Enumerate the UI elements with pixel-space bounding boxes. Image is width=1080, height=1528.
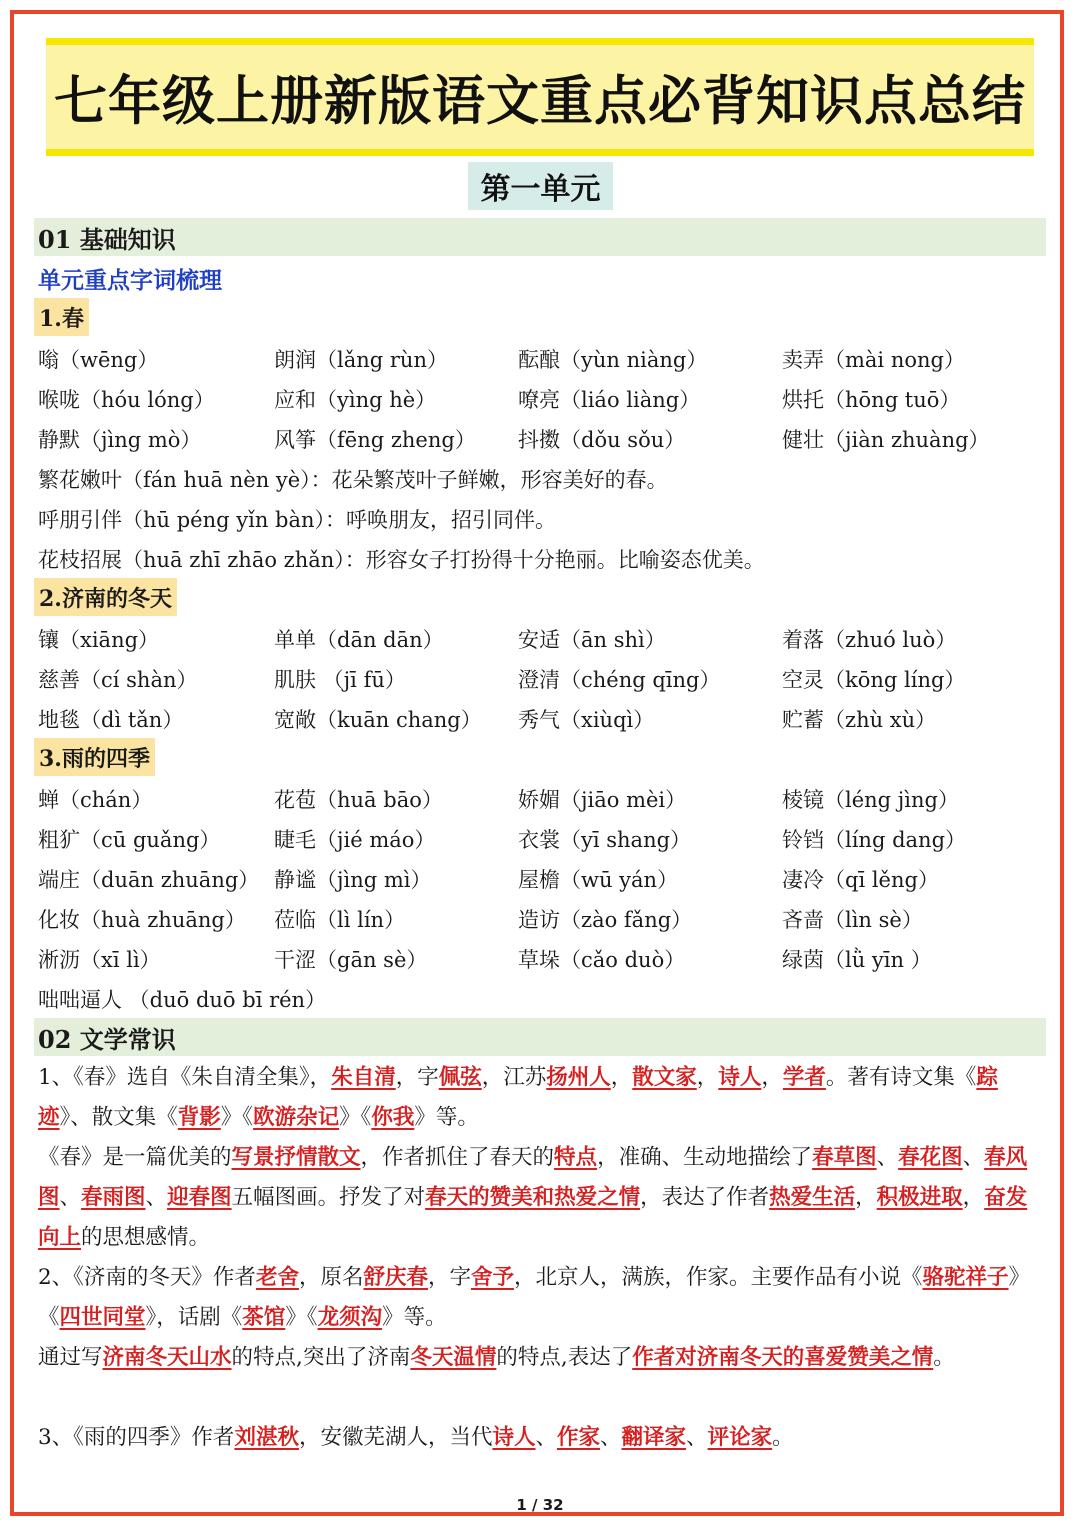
subheading-key-words: 单元重点字词梳理 xyxy=(38,267,222,294)
vocab-item: 卖弄（mài nong） xyxy=(782,348,965,372)
vocab-item: 喉咙（hóu lóng） xyxy=(38,388,215,412)
highlighted-term: 春风图 xyxy=(38,1145,1028,1210)
highlighted-term: 佩弦 xyxy=(438,1065,482,1090)
vocab-item: 凄冷（qī lěng） xyxy=(782,868,939,892)
literature-paragraph xyxy=(38,1418,1048,1458)
lesson-tag-spring: 1.春 xyxy=(34,298,89,336)
paragraph-text: 《春》是一篇优美的 xyxy=(38,1145,232,1170)
highlighted-term: 热爱生活 xyxy=(769,1185,856,1210)
highlighted-term: 欧游杂记 xyxy=(253,1105,340,1130)
vocab-item: 朗润（lǎng rùn） xyxy=(274,348,448,372)
vocab-item: 肌肤 （jī fū） xyxy=(274,668,406,692)
vocab-row xyxy=(38,624,1048,658)
vocab-item: 秀气（xiùqì） xyxy=(518,708,655,732)
highlighted-term: 舍予 xyxy=(471,1265,515,1290)
vocab-row xyxy=(38,824,1048,858)
paragraph-text: 》，话剧《 xyxy=(145,1305,243,1330)
vocab-item: 娇媚（jiāo mèi） xyxy=(518,788,687,812)
highlighted-term: 特点 xyxy=(554,1145,598,1170)
vocab-item: 淅沥（xī lì） xyxy=(38,948,161,972)
vocab-row xyxy=(38,864,1048,898)
paragraph-text: 通过写 xyxy=(38,1345,103,1370)
paragraph-text: 、 xyxy=(145,1185,168,1210)
page-title: 七年级上册新版语文重点必背知识点总结 xyxy=(54,71,1026,132)
paragraph-text: 、 xyxy=(59,1185,82,1210)
paragraph-text: ，作者抓住了春天的 xyxy=(360,1145,555,1170)
vocab-item: 棱镜（léng jìng） xyxy=(782,788,959,812)
highlighted-term: 积极进取 xyxy=(876,1185,963,1210)
section-heading-literature: 02 文学常识 xyxy=(34,1018,1046,1056)
vocab-item: 镶（xiāng） xyxy=(38,628,160,652)
vocab-item: 应和（yìng hè） xyxy=(274,388,437,412)
highlighted-term: 评论家 xyxy=(707,1425,773,1450)
vocab-item: 健壮（jiàn zhuàng） xyxy=(782,428,990,452)
vocab-item: 抖擞（dǒu sǒu） xyxy=(518,428,686,452)
paragraph-text: 》《 xyxy=(38,1265,1031,1330)
vocab-item: 吝啬（lìn sè） xyxy=(782,908,923,932)
idiom-line: 花枝招展（huā zhī zhāo zhǎn）：形容女子打扮得十分艳丽。比喻姿态优美。 xyxy=(38,548,765,572)
vocab-item: 风筝（fēng zheng） xyxy=(274,428,476,452)
literature-paragraph xyxy=(38,1138,1048,1258)
vocab-row xyxy=(38,944,1048,978)
paragraph-text: 》等。 xyxy=(414,1105,479,1130)
vocab-item: 安适（ān shì） xyxy=(518,628,666,652)
vocab-item: 端庄（duān zhuāng） xyxy=(38,868,260,892)
highlighted-term: 作家 xyxy=(557,1425,601,1450)
paragraph-text: 的思想感情。 xyxy=(81,1225,211,1250)
highlighted-term: 诗人 xyxy=(492,1425,536,1450)
vocab-item: 干涩（gān sè） xyxy=(274,948,428,972)
paragraph-text: ， xyxy=(696,1065,719,1090)
paragraph-text: ， xyxy=(761,1065,783,1090)
paragraph-text: 五幅图画。抒发了对 xyxy=(231,1185,426,1210)
vocab-item: 空灵（kōng líng） xyxy=(782,668,966,692)
highlighted-term: 龙须沟 xyxy=(317,1305,383,1330)
vocab-item: 单单（dān dān） xyxy=(274,628,444,652)
paragraph-text: ，江苏 xyxy=(481,1065,547,1090)
vocab-item: 嗡（wēng） xyxy=(38,348,159,372)
highlighted-term: 刘湛秋 xyxy=(234,1425,299,1450)
vocab-row xyxy=(38,424,1048,458)
paragraph-text: ，原名 xyxy=(298,1265,364,1290)
paragraph-text: 。 xyxy=(933,1345,955,1370)
vocab-row xyxy=(38,384,1048,418)
vocab-item: 静谧（jìng mì） xyxy=(274,868,432,892)
vocab-item: 蝉（chán） xyxy=(38,788,153,812)
paragraph-text: 2、《济南的冬天》作者 xyxy=(38,1265,256,1290)
highlighted-term: 写景抒情散文 xyxy=(231,1145,361,1170)
literature-paragraph xyxy=(38,1058,1048,1138)
highlighted-term: 学者 xyxy=(782,1065,826,1090)
vocab-row xyxy=(38,704,1048,738)
paragraph-text: 、 xyxy=(686,1425,708,1450)
highlighted-term: 济南冬天山水 xyxy=(102,1345,232,1370)
vocab-item: 造访（zào fǎng） xyxy=(518,908,693,932)
paragraph-text: ，安徽芜湖人，当代 xyxy=(298,1425,493,1450)
highlighted-term: 春天的赞美和热爱之情 xyxy=(425,1185,641,1210)
highlighted-term: 散文家 xyxy=(632,1065,697,1090)
paragraph-text: ， xyxy=(855,1185,877,1210)
idiom-line: 呼朋引伴（hū péng yǐn bàn）：呼唤朋友，招引同伴。 xyxy=(38,508,557,532)
paragraph-text: ，表达了作者 xyxy=(640,1185,770,1210)
paragraph-text: 的特点,突出了济南 xyxy=(231,1345,411,1370)
idiom-line: 咄咄逼人 （duō duō bī rén） xyxy=(38,988,327,1012)
highlighted-term: 诗人 xyxy=(718,1065,762,1090)
paragraph-text: ，准确、生动地描绘了 xyxy=(597,1145,813,1170)
paragraph-text: 的特点,表达了 xyxy=(496,1345,633,1370)
paragraph-text: 1、《春》选自《朱自清全集》， xyxy=(38,1065,332,1090)
paragraph-text: 》等。 xyxy=(382,1305,447,1330)
vocab-item: 慈善（cí shàn） xyxy=(38,668,198,692)
highlighted-term: 你我 xyxy=(371,1105,415,1130)
vocab-item: 宽敞（kuān chang） xyxy=(274,708,482,732)
paragraph-text: 》《 xyxy=(220,1105,254,1130)
highlighted-term: 作者对济南冬天的喜爱赞美之情 xyxy=(632,1345,934,1370)
paragraph-text: 、 xyxy=(962,1145,985,1170)
paragraph-text: 、 xyxy=(876,1145,899,1170)
paragraph-text: 3、《雨的四季》作者 xyxy=(38,1425,235,1450)
vocab-row xyxy=(38,344,1048,378)
paragraph-text: ，字 xyxy=(395,1065,439,1090)
paragraph-text: 、 xyxy=(600,1425,622,1450)
vocab-row xyxy=(38,784,1048,818)
vocab-row xyxy=(38,904,1048,938)
vocab-item: 酝酿（yùn niàng） xyxy=(518,348,708,372)
highlighted-term: 春花图 xyxy=(898,1145,963,1170)
vocab-item: 静默（jìng mò） xyxy=(38,428,202,452)
vocab-item: 澄清（chéng qīng） xyxy=(518,668,721,692)
highlighted-term: 舒庆春 xyxy=(363,1265,428,1290)
highlighted-term: 老舍 xyxy=(255,1265,299,1290)
vocab-item: 嘹亮（liáo liàng） xyxy=(518,388,701,412)
vocab-item: 屋檐（wū yán） xyxy=(518,868,679,892)
highlighted-term: 春雨图 xyxy=(81,1185,146,1210)
vocab-item: 绿茵（lǜ yīn ） xyxy=(782,948,932,972)
vocab-item: 贮蓄（zhù xù） xyxy=(782,708,937,732)
paragraph-text: 》《 xyxy=(285,1305,318,1330)
paragraph-text: 》、散文集《 xyxy=(59,1105,178,1130)
vocab-item: 粗犷（cū guǎng） xyxy=(38,828,221,852)
highlighted-term: 冬天温情 xyxy=(410,1345,497,1370)
highlighted-term: 翻译家 xyxy=(621,1425,687,1450)
highlighted-term: 迎春图 xyxy=(167,1185,232,1210)
literature-paragraph xyxy=(38,1258,1048,1338)
vocab-item: 草垛（cǎo duò） xyxy=(518,948,686,972)
paragraph-text: ， xyxy=(610,1065,633,1090)
vocab-item: 睫毛（jié máo） xyxy=(274,828,436,852)
paragraph-text: ，北京人，满族，作家。主要作品有小说《 xyxy=(514,1265,923,1290)
vocab-item: 花苞（huā bāo） xyxy=(274,788,443,812)
vocab-item: 地毯（dì tǎn） xyxy=(38,708,184,732)
vocab-item: 化妆（huà zhuāng） xyxy=(38,908,246,932)
vocab-item: 莅临（lì lín） xyxy=(274,908,406,932)
paragraph-text: 。 xyxy=(772,1425,794,1450)
paragraph-text: ，字 xyxy=(427,1265,471,1290)
lesson-tag-jinan-winter: 2.济南的冬天 xyxy=(34,578,177,616)
vocab-row xyxy=(38,664,1048,698)
highlighted-term: 四世同堂 xyxy=(59,1305,146,1330)
title-banner xyxy=(46,38,1034,156)
highlighted-term: 春草图 xyxy=(812,1145,877,1170)
highlighted-term: 朱自清 xyxy=(331,1065,396,1090)
vocab-item: 烘托（hōng tuō） xyxy=(782,388,961,412)
highlighted-term: 背影 xyxy=(177,1105,221,1130)
paragraph-text: 》《 xyxy=(339,1105,372,1130)
highlighted-term: 骆驼祥子 xyxy=(922,1265,1009,1290)
page-number: 1 / 32 xyxy=(516,1496,564,1514)
paragraph-text: 、 xyxy=(535,1425,557,1450)
highlighted-term: 茶馆 xyxy=(242,1305,286,1330)
highlighted-term: 扬州人 xyxy=(546,1065,611,1090)
highlighted-term: 踪迹 xyxy=(38,1065,998,1130)
paragraph-text: 。著有诗文集《 xyxy=(825,1065,977,1090)
literature-paragraph xyxy=(38,1338,1048,1378)
highlighted-term: 奋发向上 xyxy=(38,1185,1028,1250)
vocab-item: 铃铛（líng dang） xyxy=(782,828,967,852)
idiom-line: 繁花嫩叶（fán huā nèn yè）：花朵繁茂叶子鲜嫩，形容美好的春。 xyxy=(38,468,668,492)
unit-title: 第一单元 xyxy=(468,162,613,210)
vocab-item: 衣裳（yī shang） xyxy=(518,828,692,852)
lesson-tag-four-seasons-rain: 3.雨的四季 xyxy=(34,738,155,776)
vocab-item: 着落（zhuó luò） xyxy=(782,628,957,652)
section-heading-basics: 01 基础知识 xyxy=(34,218,1046,256)
paragraph-text: ， xyxy=(962,1185,985,1210)
